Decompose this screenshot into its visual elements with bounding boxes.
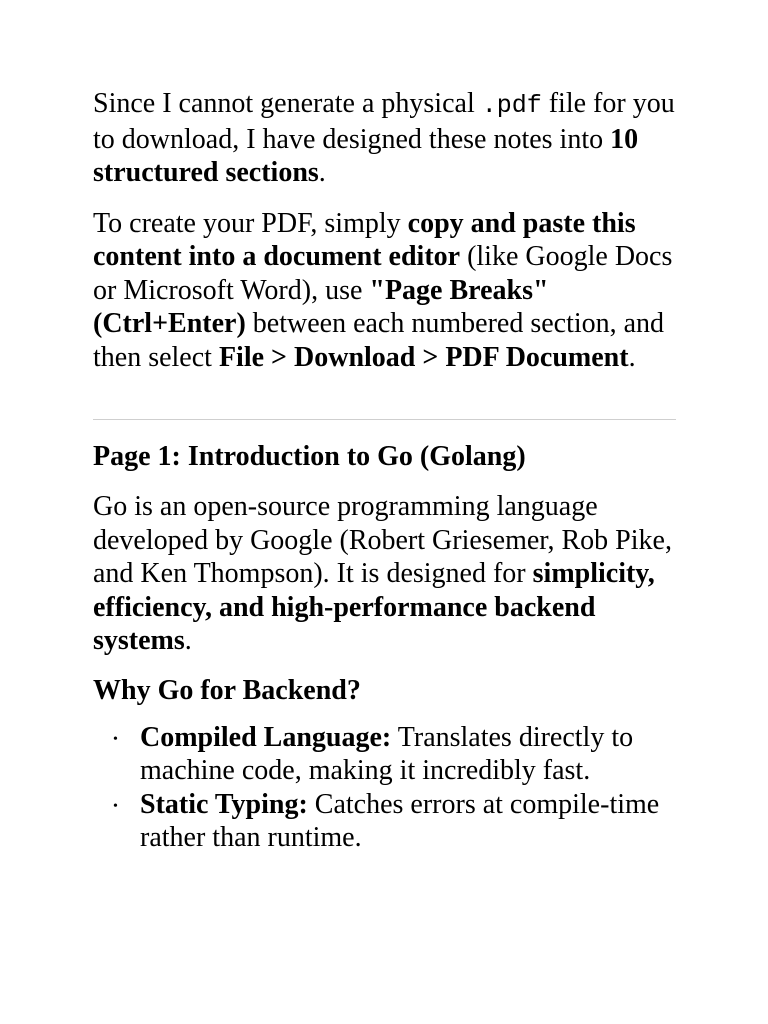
intro-p2-text-c: between each numbered section, and then select xyxy=(93,308,665,373)
intro-p1-text-a: Since I cannot generate a physical xyxy=(93,88,482,119)
intro-p1-text-b: file for you to download, I have designed these notes into xyxy=(93,88,675,155)
intro-p1-text-c: . xyxy=(318,157,326,188)
section-p-bold: simplicity, efficiency, and high-performance backend systems xyxy=(93,558,655,656)
intro-p2-bold-3: File > Download > PDF Document xyxy=(218,341,629,373)
intro-p2-text-a: To create your PDF, simply xyxy=(93,207,408,239)
inline-code-pdf: .pdf xyxy=(481,91,542,120)
bullet-term: Compiled Language: xyxy=(140,721,392,753)
bullet-icon: • xyxy=(113,798,118,814)
intro-paragraph-2 xyxy=(93,207,676,375)
bullet-icon: • xyxy=(113,731,118,747)
section-p-text-a: Go is an open-source programming language developed by Google (Robert Griesemer, Rob Pike, and Ken Thompson). It is designed for xyxy=(93,491,672,589)
intro-p2-text-d: . xyxy=(628,341,636,373)
section-divider xyxy=(93,419,676,420)
bullet-list xyxy=(93,721,676,855)
intro-p2-bold-1: copy and paste this content into a document editor xyxy=(93,207,636,272)
list-item xyxy=(113,721,676,788)
section-subheading: Why Go for Backend? xyxy=(93,674,361,706)
intro-paragraph-1 xyxy=(93,87,676,190)
intro-p2-bold-2: "Page Breaks" (Ctrl+Enter) xyxy=(93,274,549,339)
intro-p1-bold: 10 structured sections xyxy=(93,123,639,188)
section-paragraph xyxy=(93,490,676,658)
list-item xyxy=(113,788,676,855)
section-p-text-b: . xyxy=(184,625,192,656)
intro-p2-text-b: (like Google Docs or Microsoft Word), use xyxy=(93,241,673,306)
bullet-text: Translates directly to machine code, making it incredibly fast. xyxy=(140,721,634,786)
section-heading: Page 1: Introduction to Go (Golang) xyxy=(93,441,526,472)
bullet-text: Catches errors at compile-time rather than runtime. xyxy=(140,788,660,853)
bullet-term: Static Typing: xyxy=(140,788,308,820)
